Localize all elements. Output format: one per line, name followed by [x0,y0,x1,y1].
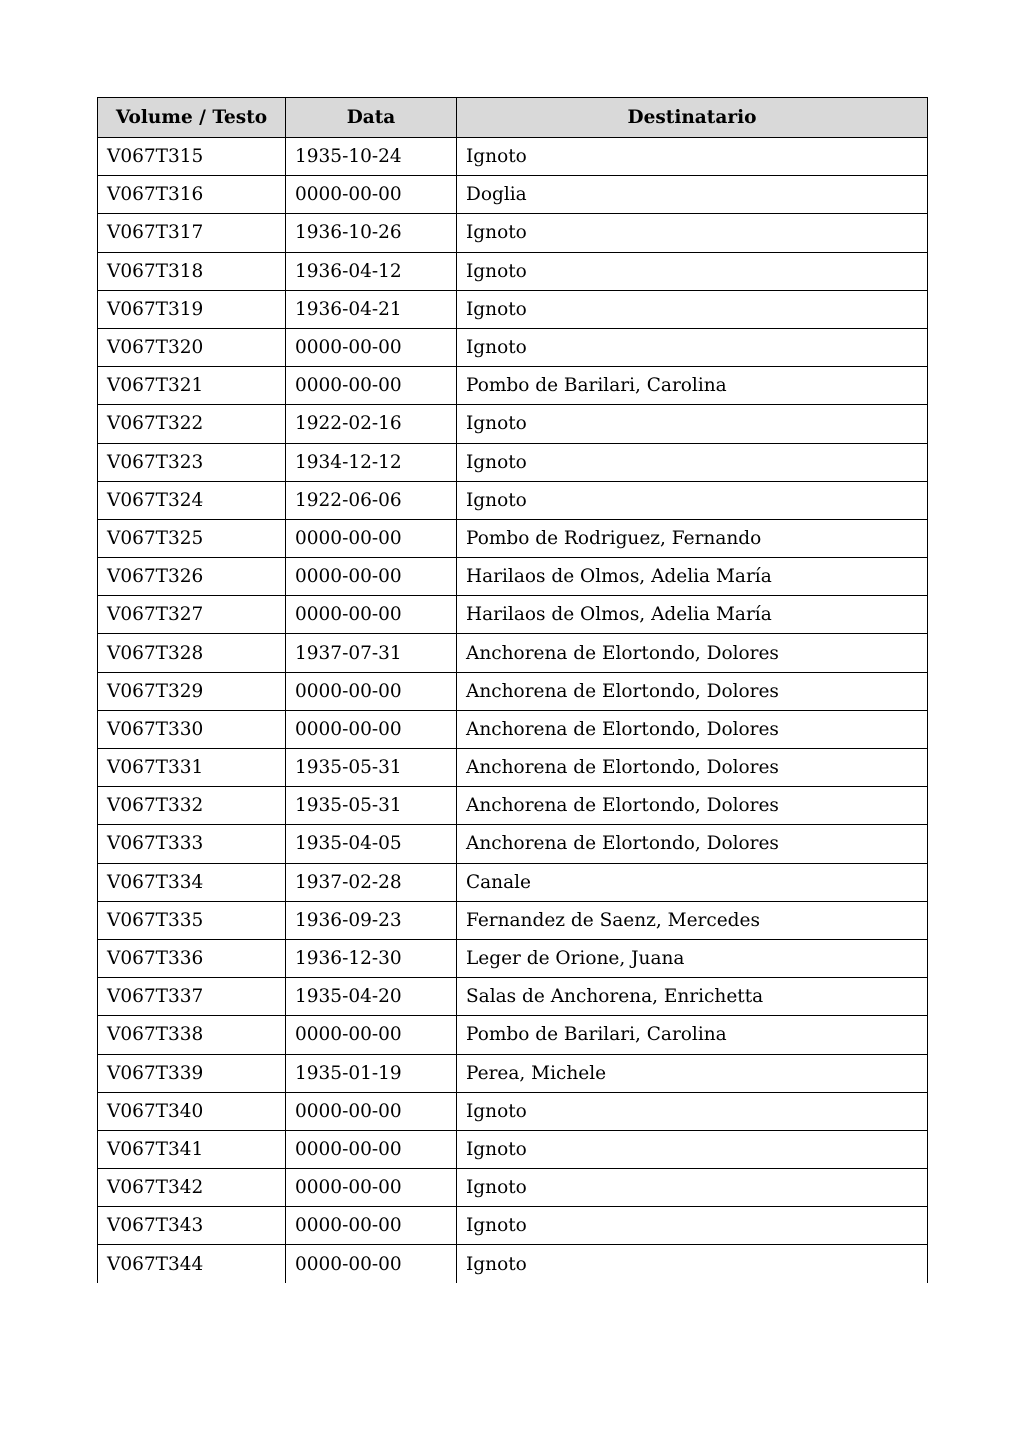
cell-destinatario: Anchorena de Elortondo, Dolores [457,825,928,863]
cell-data: 1935-05-31 [286,787,457,825]
cell-volume-testo: V067T343 [98,1207,286,1245]
cell-data: 0000-00-00 [286,1092,457,1130]
cell-volume-testo: V067T329 [98,672,286,710]
cell-destinatario: Anchorena de Elortondo, Dolores [457,634,928,672]
cell-volume-testo: V067T318 [98,252,286,290]
cell-destinatario: Ignoto [457,1245,928,1283]
cell-data: 1936-09-23 [286,901,457,939]
cell-data: 0000-00-00 [286,367,457,405]
cell-volume-testo: V067T322 [98,405,286,443]
cell-volume-testo: V067T327 [98,596,286,634]
cell-destinatario: Ignoto [457,481,928,519]
table-header [98,98,928,138]
cell-destinatario: Ignoto [457,214,928,252]
header-volume-testo: Volume / Testo [98,98,286,138]
table-row [98,825,928,863]
table-row [98,901,928,939]
table-row [98,1092,928,1130]
cell-destinatario: Fernandez de Saenz, Mercedes [457,901,928,939]
cell-destinatario: Ignoto [457,1130,928,1168]
cell-volume-testo: V067T341 [98,1130,286,1168]
cell-destinatario: Ignoto [457,405,928,443]
cell-volume-testo: V067T335 [98,901,286,939]
cell-destinatario: Ignoto [457,443,928,481]
cell-volume-testo: V067T319 [98,290,286,328]
cell-volume-testo: V067T324 [98,481,286,519]
cell-data: 1936-04-12 [286,252,457,290]
cell-volume-testo: V067T316 [98,176,286,214]
cell-data: 0000-00-00 [286,1245,457,1283]
cell-volume-testo: V067T332 [98,787,286,825]
cell-data: 1935-04-20 [286,978,457,1016]
cell-volume-testo: V067T320 [98,328,286,366]
table-row [98,138,928,176]
cell-volume-testo: V067T323 [98,443,286,481]
cell-destinatario: Ignoto [457,290,928,328]
cell-destinatario: Anchorena de Elortondo, Dolores [457,787,928,825]
cell-destinatario: Harilaos de Olmos, Adelia María [457,558,928,596]
cell-data: 1935-10-24 [286,138,457,176]
cell-volume-testo: V067T336 [98,939,286,977]
header-destinatario: Destinatario [457,98,928,138]
cell-data: 0000-00-00 [286,1207,457,1245]
cell-data: 0000-00-00 [286,672,457,710]
table-row [98,710,928,748]
cell-destinatario: Ignoto [457,328,928,366]
table-row [98,939,928,977]
cell-data: 1935-05-31 [286,749,457,787]
table-row [98,1169,928,1207]
table-row [98,176,928,214]
cell-destinatario: Ignoto [457,252,928,290]
table-body [98,138,928,1284]
cell-volume-testo: V067T326 [98,558,286,596]
cell-volume-testo: V067T339 [98,1054,286,1092]
cell-volume-testo: V067T337 [98,978,286,1016]
cell-data: 0000-00-00 [286,1016,457,1054]
cell-destinatario: Canale [457,863,928,901]
cell-data: 0000-00-00 [286,596,457,634]
cell-volume-testo: V067T342 [98,1169,286,1207]
cell-data: 1935-01-19 [286,1054,457,1092]
table-row [98,290,928,328]
cell-data: 0000-00-00 [286,176,457,214]
cell-data: 1935-04-05 [286,825,457,863]
table-row [98,596,928,634]
cell-destinatario: Anchorena de Elortondo, Dolores [457,710,928,748]
table-row [98,1016,928,1054]
cell-volume-testo: V067T317 [98,214,286,252]
cell-destinatario: Harilaos de Olmos, Adelia María [457,596,928,634]
cell-volume-testo: V067T340 [98,1092,286,1130]
table-row [98,405,928,443]
table-row [98,558,928,596]
cell-volume-testo: V067T328 [98,634,286,672]
cell-data: 1937-02-28 [286,863,457,901]
cell-destinatario: Doglia [457,176,928,214]
cell-data: 0000-00-00 [286,1130,457,1168]
cell-volume-testo: V067T331 [98,749,286,787]
table-row [98,1207,928,1245]
table-row [98,443,928,481]
table-row [98,214,928,252]
cell-destinatario: Ignoto [457,1092,928,1130]
table-row [98,519,928,557]
cell-volume-testo: V067T333 [98,825,286,863]
table-row [98,367,928,405]
cell-data: 0000-00-00 [286,519,457,557]
table-row [98,749,928,787]
cell-destinatario: Anchorena de Elortondo, Dolores [457,749,928,787]
cell-volume-testo: V067T334 [98,863,286,901]
cell-data: 1937-07-31 [286,634,457,672]
cell-volume-testo: V067T344 [98,1245,286,1283]
table-row [98,1130,928,1168]
cell-data: 1936-12-30 [286,939,457,977]
cell-data: 0000-00-00 [286,710,457,748]
cell-data: 0000-00-00 [286,328,457,366]
table-row [98,978,928,1016]
header-data: Data [286,98,457,138]
cell-destinatario: Pombo de Rodriguez, Fernando [457,519,928,557]
cell-destinatario: Leger de Orione, Juana [457,939,928,977]
table-row [98,481,928,519]
cell-data: 1936-10-26 [286,214,457,252]
table-row [98,328,928,366]
cell-destinatario: Pombo de Barilari, Carolina [457,1016,928,1054]
cell-destinatario: Ignoto [457,1207,928,1245]
cell-destinatario: Anchorena de Elortondo, Dolores [457,672,928,710]
cell-volume-testo: V067T315 [98,138,286,176]
cell-data: 1922-06-06 [286,481,457,519]
letters-table [97,97,928,1283]
cell-volume-testo: V067T330 [98,710,286,748]
cell-destinatario: Ignoto [457,1169,928,1207]
cell-volume-testo: V067T338 [98,1016,286,1054]
table-row [98,672,928,710]
table-row [98,1054,928,1092]
cell-data: 0000-00-00 [286,558,457,596]
cell-data: 1922-02-16 [286,405,457,443]
cell-data: 1934-12-12 [286,443,457,481]
table-row [98,787,928,825]
table-row [98,863,928,901]
cell-destinatario: Perea, Michele [457,1054,928,1092]
cell-volume-testo: V067T321 [98,367,286,405]
cell-volume-testo: V067T325 [98,519,286,557]
table-row [98,634,928,672]
cell-data: 1936-04-21 [286,290,457,328]
cell-destinatario: Pombo de Barilari, Carolina [457,367,928,405]
cell-destinatario: Salas de Anchorena, Enrichetta [457,978,928,1016]
cell-data: 0000-00-00 [286,1169,457,1207]
header-row [98,98,928,138]
table-row [98,1245,928,1283]
table-row [98,252,928,290]
cell-destinatario: Ignoto [457,138,928,176]
